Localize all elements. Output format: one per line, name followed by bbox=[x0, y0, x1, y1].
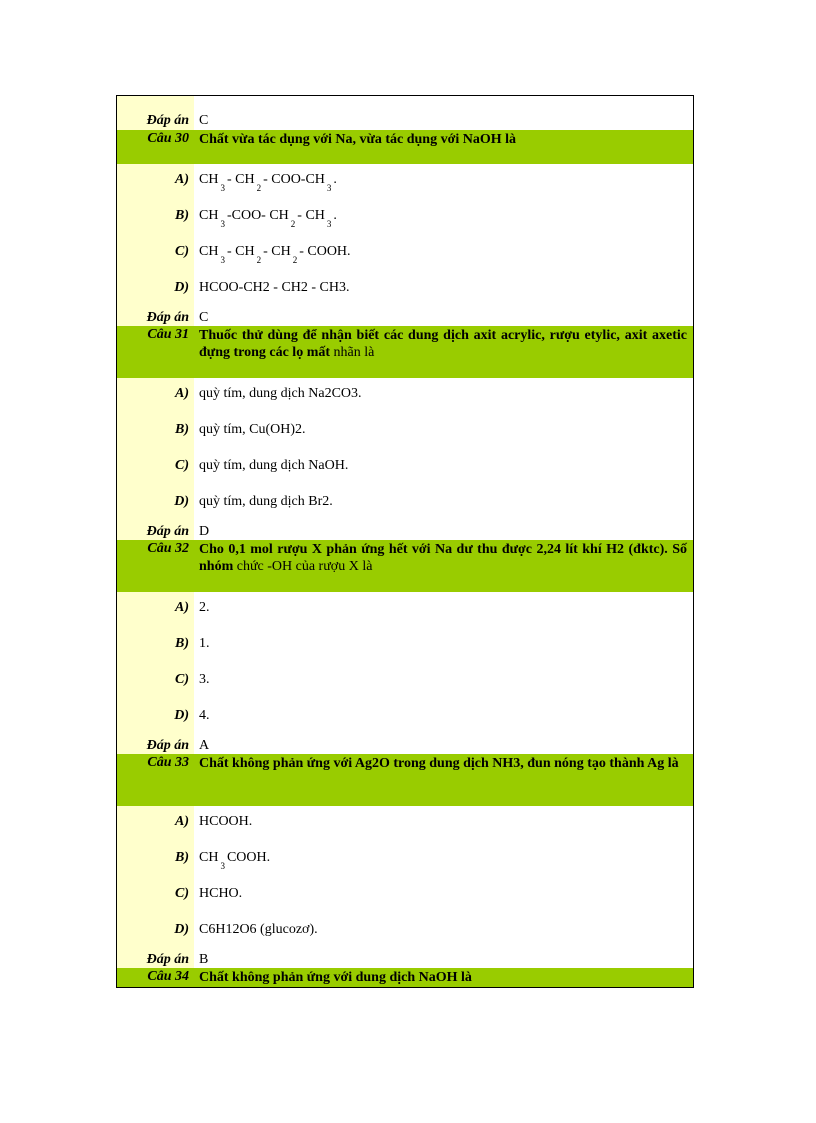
option-label: B) bbox=[117, 414, 194, 450]
subscript: 2 bbox=[292, 255, 298, 265]
subscript: 3 bbox=[220, 219, 225, 229]
option-row-b bbox=[117, 414, 693, 450]
option-text: quỳ tím, dung dịch Na2CO3. bbox=[199, 386, 362, 401]
formula-part: - COO-CH bbox=[263, 172, 325, 187]
question-text: Chất không phản ứng với Ag2O trong dung dịch NH3, đun nóng tạo thành Ag là bbox=[194, 754, 693, 806]
option-text bbox=[194, 164, 693, 200]
question-row-33 bbox=[117, 754, 693, 806]
subscript: 2 bbox=[290, 219, 296, 229]
formula-part: . bbox=[333, 172, 337, 187]
option-row-c bbox=[117, 878, 693, 914]
option-text bbox=[194, 200, 693, 236]
question-row-31 bbox=[117, 326, 693, 378]
subscript: 2 bbox=[256, 183, 262, 193]
option-row-a bbox=[117, 378, 693, 414]
answer-key-label: Đáp án bbox=[117, 522, 194, 540]
question-text bbox=[194, 326, 693, 378]
answer-key-value: A bbox=[199, 738, 210, 753]
formula-part: CH bbox=[199, 850, 219, 865]
question-row-34 bbox=[117, 968, 693, 987]
question-number: Câu 34 bbox=[117, 968, 194, 987]
formula-part: COOH. bbox=[226, 850, 271, 865]
answer-key-label: Đáp án bbox=[117, 96, 194, 130]
option-label: C) bbox=[117, 878, 194, 914]
formula-part: . bbox=[333, 208, 337, 223]
option-text: 1. bbox=[199, 636, 210, 651]
answer-key-row bbox=[117, 736, 693, 754]
option-row-a bbox=[117, 164, 693, 200]
option-label: C) bbox=[117, 664, 194, 700]
subscript: 3 bbox=[326, 183, 332, 193]
option-text: 2. bbox=[199, 600, 210, 615]
question-row-32 bbox=[117, 540, 693, 592]
formula-part: -COO- CH bbox=[226, 208, 289, 223]
option-label: A) bbox=[117, 806, 194, 842]
option-label: B) bbox=[117, 842, 194, 878]
option-row-b bbox=[117, 628, 693, 664]
option-text: quỳ tím, dung dịch Br2. bbox=[199, 494, 333, 509]
answer-key-label: Đáp án bbox=[117, 736, 194, 754]
question-number: Câu 32 bbox=[117, 540, 194, 592]
question-text-bold: Cho 0,1 mol rượu X phản ứng hết với Na dư thu được 2,24 lít khí H2 (đktc). Số nhóm bbox=[199, 542, 687, 574]
formula-part: CH bbox=[199, 172, 219, 187]
option-label: B) bbox=[117, 628, 194, 664]
formula-part: - COOH. bbox=[299, 244, 351, 259]
option-row-d bbox=[117, 486, 693, 522]
option-label: D) bbox=[117, 700, 194, 736]
question-row-30 bbox=[117, 130, 693, 164]
option-row-b bbox=[117, 842, 693, 878]
option-text: quỳ tím, Cu(OH)2. bbox=[199, 422, 306, 437]
option-text: quỳ tím, dung dịch NaOH. bbox=[199, 458, 349, 473]
answer-key-value: D bbox=[199, 524, 210, 539]
formula-part: CH bbox=[199, 244, 219, 259]
option-row-d bbox=[117, 914, 693, 950]
option-text bbox=[194, 236, 693, 272]
question-text-normal: nhãn là bbox=[330, 345, 375, 360]
subscript: 3 bbox=[220, 255, 225, 265]
answer-key-value: C bbox=[199, 310, 209, 325]
option-label: D) bbox=[117, 914, 194, 950]
option-row-c bbox=[117, 450, 693, 486]
option-row-d bbox=[117, 700, 693, 736]
subscript: 2 bbox=[256, 255, 262, 265]
option-row-a bbox=[117, 806, 693, 842]
subscript: 3 bbox=[220, 183, 225, 193]
formula-part: - CH bbox=[226, 244, 255, 259]
subscript: 3 bbox=[326, 219, 332, 229]
option-row-a bbox=[117, 592, 693, 628]
question-text-normal: chức -OH của rượu X là bbox=[233, 559, 373, 574]
answer-key-value: B bbox=[199, 952, 209, 967]
question-text: Chất không phản ứng với dung dịch NaOH là bbox=[194, 968, 693, 987]
option-label: D) bbox=[117, 272, 194, 308]
option-text: HCOO-CH2 - CH2 - CH3. bbox=[199, 280, 350, 295]
formula-part: - CH bbox=[226, 172, 255, 187]
option-label: D) bbox=[117, 486, 194, 522]
option-label: A) bbox=[117, 592, 194, 628]
answer-key-row bbox=[117, 96, 693, 130]
option-label: C) bbox=[117, 236, 194, 272]
option-label: A) bbox=[117, 164, 194, 200]
quiz-table bbox=[116, 95, 694, 988]
option-row-b bbox=[117, 200, 693, 236]
question-number: Câu 31 bbox=[117, 326, 194, 378]
option-text: C6H12O6 (glucozơ). bbox=[199, 922, 318, 937]
option-row-c bbox=[117, 236, 693, 272]
option-text: 3. bbox=[199, 672, 210, 687]
formula-part: - CH bbox=[263, 244, 291, 259]
option-label: C) bbox=[117, 450, 194, 486]
option-label: A) bbox=[117, 378, 194, 414]
option-text: HCOOH. bbox=[199, 814, 253, 829]
answer-key-row bbox=[117, 950, 693, 968]
option-label: B) bbox=[117, 200, 194, 236]
answer-key-label: Đáp án bbox=[117, 950, 194, 968]
option-row-c bbox=[117, 664, 693, 700]
question-text bbox=[194, 540, 693, 592]
question-text: Chất vừa tác dụng với Na, vừa tác dụng với NaOH là bbox=[194, 130, 693, 164]
option-text bbox=[194, 842, 693, 878]
option-text: HCHO. bbox=[199, 886, 243, 901]
answer-key-label: Đáp án bbox=[117, 308, 194, 326]
answer-key-value: C bbox=[199, 113, 209, 128]
question-text-bold: Thuốc thử dùng để nhận biết các dung dịch axit acrylic, rượu etylic, axit axetic đựng trong các lọ mất bbox=[199, 328, 687, 360]
formula-part: - CH bbox=[297, 208, 325, 223]
subscript: 3 bbox=[220, 861, 225, 871]
option-row-d bbox=[117, 272, 693, 308]
option-text: 4. bbox=[199, 708, 210, 723]
answer-key-row bbox=[117, 308, 693, 326]
answer-key-row bbox=[117, 522, 693, 540]
question-number: Câu 33 bbox=[117, 754, 194, 806]
formula-part: CH bbox=[199, 208, 219, 223]
question-number: Câu 30 bbox=[117, 130, 194, 164]
